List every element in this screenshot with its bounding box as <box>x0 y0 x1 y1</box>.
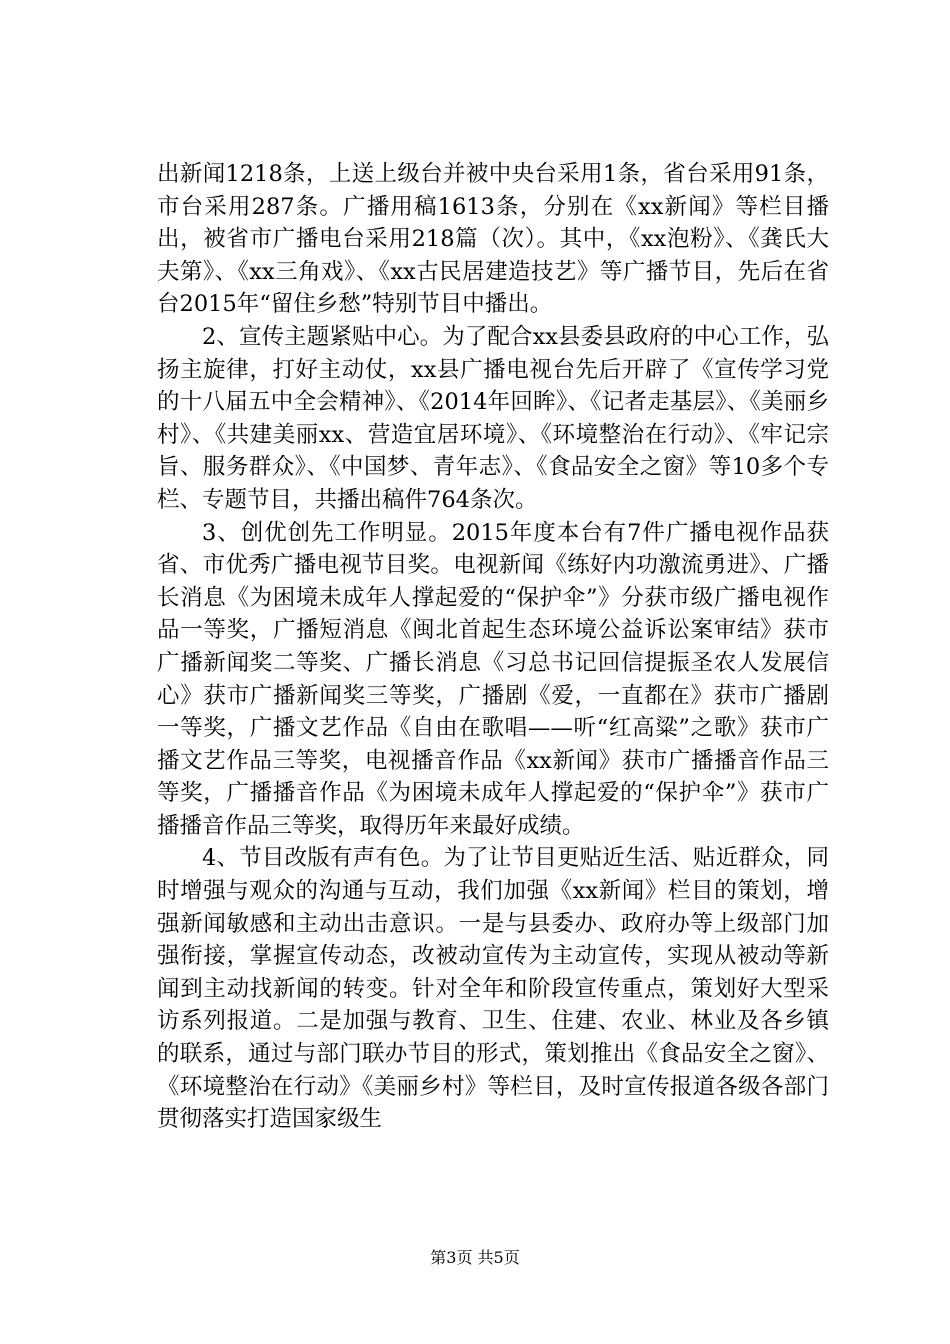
paragraph-item-2: 2、宣传主题紧贴中心。为了配合xx县委县政府的中心工作，弘扬主旋律，打好主动仗，xx县广播电视台先后开辟了《宣传学习党的十八届五中全会精神》、《2014年回眸》、《记者走基层》、《美丽乡村》、《共建美丽xx、营造宜居环境》、《环境整治在行动》、《牢记宗旨、服务群众》、《中国梦、青年志》、《食品安全之窗》等10多个专栏、专题节目，共播出稿件764条次。 <box>157 323 829 513</box>
paragraph-item-3: 3、创优创先工作明显。2015年度本台有7件广播电视作品获省、市优秀广播电视节目奖。电视新闻《练好内功激流勇进》、广播长消息《为困境未成年人撑起爱的“保护伞”》分获市级广播电视作品一等奖，广播短消息《闽北首起生态环境公益诉讼案审结》获市广播新闻奖二等奖、广播长消息《习总书记回信提振圣农人发展信心》获市广播新闻奖三等奖，广播剧《爱，一直都在》获市广播剧一等奖，广播文艺作品《自由在歌唱——听“红高粱”之歌》获市广播文艺作品三等奖，电视播音作品《xx新闻》获市广播播音作品三等奖，广播播音作品《为困境未成年人撑起爱的“保护伞”》获市广播播音作品三等奖，取得历年来最好成绩。 <box>157 519 829 839</box>
page-number-footer: 第3页 共5页 <box>430 1248 520 1267</box>
paragraph-continuation: 出新闻1218条，上送上级台并被中央台采用1条，省台采用91条，市台采用287条。广播用稿1613条，分别在《xx新闻》等栏目播出，被省市广播电台采用218篇（次）。其中，《xx泡粉》、《龚氏大夫第》、《xx三角戏》、《xx古民居建造技艺》等广播节目，先后在省台2015年“留住乡愁”特别节目中播出。 <box>157 161 829 318</box>
paragraph-item-4: 4、节目改版有声有色。为了让节目更贴近生活、贴近群众，同时增强与观众的沟通与互动，我们加强《xx新闻》栏目的策划，增强新闻敏感和主动出击意识。一是与县委办、政府办等上级部门加强衔接，掌握宣传动态，改被动宣传为主动宣传，实现从被动等新闻到主动找新闻的转变。针对全年和阶段宣传重点，策划好大型采访系列报道。二是加强与教育、卫生、住建、农业、林业及各乡镇的联系，通过与部门联办节目的形式，策划推出《食品安全之窗》、《环境整治在行动》《美丽乡村》等栏目，及时宣传报道各级各部门贯彻落实打造国家级生 <box>157 845 829 1133</box>
document-body <box>157 158 829 1136</box>
